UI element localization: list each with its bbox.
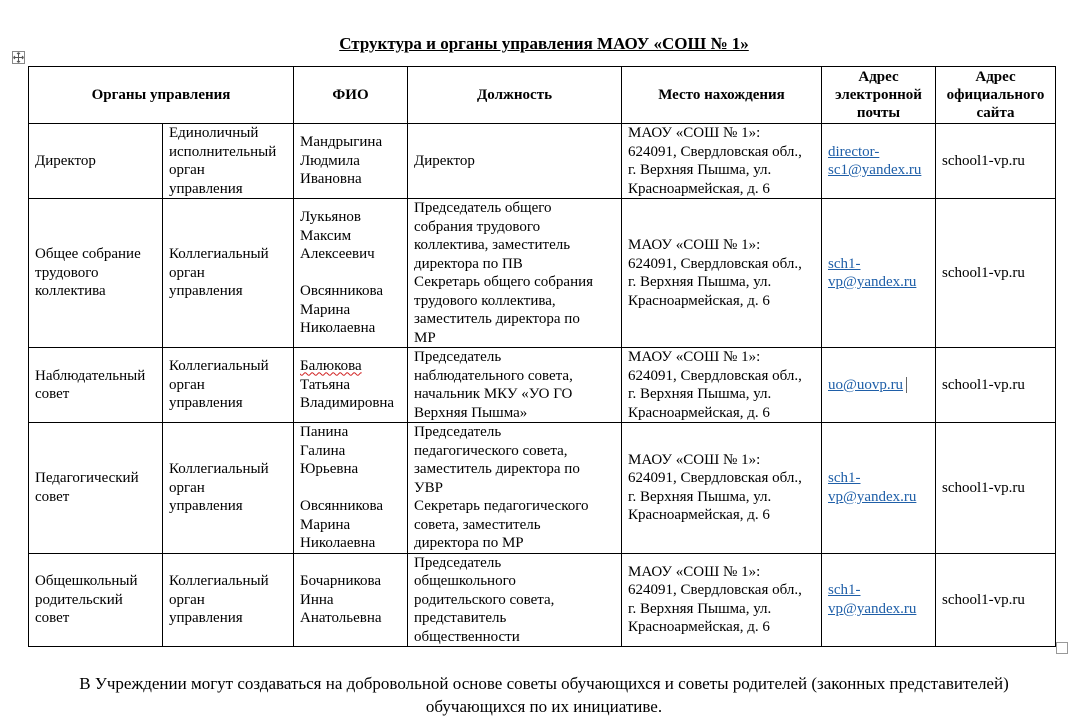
position-line: Председатель (414, 554, 502, 571)
position-line: общественности (414, 628, 520, 645)
fio-line: Лукьянов (300, 209, 361, 226)
email-line: director- (828, 143, 880, 160)
fio-line: Балюкова (300, 358, 362, 375)
position-line: Председатель общего (414, 200, 552, 216)
table-row (29, 423, 1056, 554)
fio-line: Галина (300, 442, 346, 459)
location-line: МАОУ «СОШ № 1»: (628, 349, 761, 365)
position-line: совета, заместитель (414, 516, 541, 533)
location-line: г. Верхняя Пышма, ул. (628, 386, 772, 402)
location-cell (622, 423, 822, 554)
header-site-line: Адрес (975, 69, 1016, 85)
organ-type-cell (163, 423, 294, 554)
organ-type-line: Коллегиальный (169, 246, 269, 263)
fio-line: Людмила (300, 152, 360, 169)
fio-line: Николаевна (300, 535, 376, 551)
header-position: Должность (408, 67, 622, 124)
fio-line: Марина (300, 516, 351, 533)
position-line: педагогического совета, (414, 442, 568, 459)
position-cell (408, 348, 622, 423)
organ-type-cell (163, 124, 294, 199)
organ-cell (29, 348, 163, 423)
organ-type-line: орган (169, 376, 205, 393)
fio-line: Панина (300, 424, 349, 440)
fio-cell (294, 553, 408, 647)
fio-gap (300, 479, 401, 498)
site-cell (936, 199, 1056, 348)
location-line: г. Верхняя Пышма, ул. (628, 600, 772, 617)
email-line: sch1- (828, 582, 861, 599)
position-line: заместитель директора по (414, 311, 580, 327)
location-cell (622, 553, 822, 647)
position-line: Верхняя Пышма» (414, 404, 528, 421)
organ-cell (29, 199, 163, 348)
organ-type-line: орган (169, 162, 205, 178)
organ-type-line: Коллегиальный (169, 461, 269, 477)
organ-type-line: управления (169, 610, 243, 626)
email-line: sc1@yandex.ru (828, 162, 922, 178)
fio-line: Анатольевна (300, 610, 382, 626)
position-line: заместитель директора по (414, 461, 580, 477)
header-location: Место нахождения (622, 67, 822, 124)
location-line: Красноармейская, д. 6 (628, 292, 770, 309)
position-line: МР (414, 329, 436, 346)
location-line: 624091, Свердловская обл., (628, 582, 802, 599)
location-line: 624091, Свердловская обл., (628, 143, 802, 160)
organ-cell (29, 124, 163, 199)
fio-line: Максим (300, 227, 352, 244)
position-line: Председатель (414, 349, 502, 365)
location-line: МАОУ «СОШ № 1»: (628, 125, 761, 141)
position-line: директора по ПВ (414, 255, 523, 272)
organ-type-line: управления (169, 180, 243, 197)
organ-type-line: Единоличный (169, 125, 259, 141)
site-text: school1-vp.ru (942, 479, 1025, 496)
fio-line: Бочарникова (300, 573, 382, 589)
footer-line: обучающихся по их инициативе. (425, 697, 663, 716)
site-text: school1-vp.ru (942, 152, 1025, 169)
position-line: УВР (414, 479, 443, 496)
email-line: uo@uovp.ru (828, 376, 904, 393)
fio-line: Татьяна (300, 376, 351, 393)
organ-type-line: управления (169, 283, 243, 300)
fio-gap (300, 264, 401, 283)
site-cell (936, 423, 1056, 554)
governance-structure-table (28, 66, 1056, 647)
location-line: Красноармейская, д. 6 (628, 404, 770, 421)
location-line: МАОУ «СОШ № 1»: (628, 451, 761, 468)
fio-line: Николаевна (300, 320, 376, 337)
email-cell (822, 124, 936, 199)
organ-line: Педагогический (35, 470, 139, 487)
location-line: 624091, Свердловская обл., (628, 367, 802, 384)
header-organs: Органы управления (29, 67, 294, 124)
header-site (936, 67, 1056, 124)
position-line: собрания трудового (414, 218, 541, 235)
organ-type-line: орган (169, 264, 205, 281)
table-row (29, 124, 1056, 199)
fio-line: Юрьевна (300, 461, 359, 477)
document-title: Структура и органы управления МАОУ «СОШ № 1» (339, 34, 749, 53)
position-line: трудового коллектива, (414, 292, 556, 309)
organ-line: Общешкольный (35, 573, 138, 589)
position-cell (408, 124, 622, 199)
footer-note (14, 672, 1074, 718)
fio-line: Владимировна (300, 395, 395, 412)
footer-line: В Учреждении могут создаваться на добровольной основе советы обучающихся и советы родителей (законных представителей) (79, 674, 1009, 693)
header-site-line: сайта (976, 105, 1015, 121)
table-row (29, 348, 1056, 423)
organ-type-cell (163, 553, 294, 647)
location-line: г. Верхняя Пышма, ул. (628, 488, 772, 505)
email-cell (822, 348, 936, 423)
organ-line: Наблюдательный (35, 367, 146, 384)
organ-line: трудового (35, 264, 99, 281)
organ-line: совет (35, 386, 70, 402)
site-cell (936, 348, 1056, 423)
position-line: Председатель (414, 424, 502, 440)
fio-line: Овсянникова (300, 283, 384, 300)
position-line: Директор (414, 152, 475, 169)
organ-type-line: орган (169, 479, 205, 496)
fio-line: Овсянникова (300, 498, 384, 514)
location-cell (622, 348, 822, 423)
location-line: 624091, Свердловская обл., (628, 470, 802, 487)
position-cell (408, 423, 622, 554)
email-line: sch1- (828, 470, 861, 487)
email-line: sch1- (828, 255, 861, 272)
position-line: родительского совета, (414, 591, 555, 608)
text-cursor (906, 377, 907, 393)
email-cell (822, 553, 936, 647)
organ-type-line: исполнительный (169, 143, 277, 160)
header-email-line: электронной (835, 87, 922, 103)
organ-type-line: Коллегиальный (169, 573, 269, 589)
email-link[interactable] (828, 143, 929, 180)
header-email-line: Адрес (858, 69, 899, 85)
location-line: г. Верхняя Пышма, ул. (628, 162, 772, 178)
fio-cell (294, 199, 408, 348)
location-cell (622, 199, 822, 348)
position-line: общешкольного (414, 573, 516, 589)
table-header-row (29, 67, 1056, 124)
email-link[interactable] (828, 377, 903, 393)
table-row (29, 553, 1056, 647)
fio-line: Мандрыгина (300, 134, 383, 151)
header-email (822, 67, 936, 124)
location-line: Красноармейская, д. 6 (628, 619, 770, 636)
email-cell (822, 423, 936, 554)
position-line: Секретарь общего собрания (414, 274, 594, 290)
email-line: vp@yandex.ru (828, 274, 917, 290)
location-line: 624091, Свердловская обл., (628, 255, 802, 272)
location-line: МАОУ «СОШ № 1»: (628, 237, 761, 253)
email-cell (822, 199, 936, 348)
organ-line: Общее собрание (35, 246, 141, 263)
organ-type-line: Коллегиальный (169, 358, 269, 375)
position-cell (408, 553, 622, 647)
header-fio: ФИО (294, 67, 408, 124)
organ-line: родительский (35, 591, 123, 608)
position-line: начальник МКУ «УО ГО (414, 386, 573, 402)
fio-line: Ивановна (300, 171, 362, 188)
position-cell (408, 199, 622, 348)
position-line: наблюдательного совета, (414, 367, 573, 384)
position-line: директора по МР (414, 535, 524, 551)
organ-type-cell (163, 199, 294, 348)
location-line: МАОУ «СОШ № 1»: (628, 563, 761, 580)
organ-type-cell (163, 348, 294, 423)
organ-line: совет (35, 610, 70, 626)
email-link[interactable] (828, 255, 929, 292)
table-row (29, 199, 1056, 348)
site-cell (936, 553, 1056, 647)
email-link[interactable] (828, 469, 929, 506)
fio-line: Инна (300, 591, 334, 608)
site-text: school1-vp.ru (942, 376, 1025, 393)
organ-type-line: орган (169, 591, 205, 608)
organ-type-line: управления (169, 498, 243, 514)
header-site-line: официального (946, 87, 1045, 103)
location-line: г. Верхняя Пышма, ул. (628, 274, 772, 290)
location-line: Красноармейская, д. 6 (628, 507, 770, 524)
organ-line: Директор (35, 152, 96, 169)
site-cell (936, 124, 1056, 199)
fio-cell (294, 348, 408, 423)
location-cell (622, 124, 822, 199)
site-text: school1-vp.ru (942, 264, 1025, 281)
header-email-line: почты (856, 105, 901, 121)
fio-line: Алексеевич (300, 246, 375, 263)
table-resize-handle-icon[interactable] (1056, 642, 1068, 654)
organ-line: совет (35, 488, 70, 505)
organ-cell (29, 423, 163, 554)
fio-line: Марина (300, 301, 351, 318)
location-line: Красноармейская, д. 6 (628, 180, 770, 197)
email-line: vp@yandex.ru (828, 600, 917, 617)
email-line: vp@yandex.ru (828, 488, 917, 505)
position-line: коллектива, заместитель (414, 237, 571, 253)
position-line: представитель (414, 610, 507, 626)
organ-line: коллектива (35, 283, 106, 300)
fio-cell (294, 124, 408, 199)
site-text: school1-vp.ru (942, 591, 1025, 608)
position-line: Секретарь педагогического (414, 498, 589, 514)
organ-type-line: управления (169, 395, 243, 412)
fio-cell (294, 423, 408, 554)
email-link[interactable] (828, 581, 929, 618)
organ-cell (29, 553, 163, 647)
